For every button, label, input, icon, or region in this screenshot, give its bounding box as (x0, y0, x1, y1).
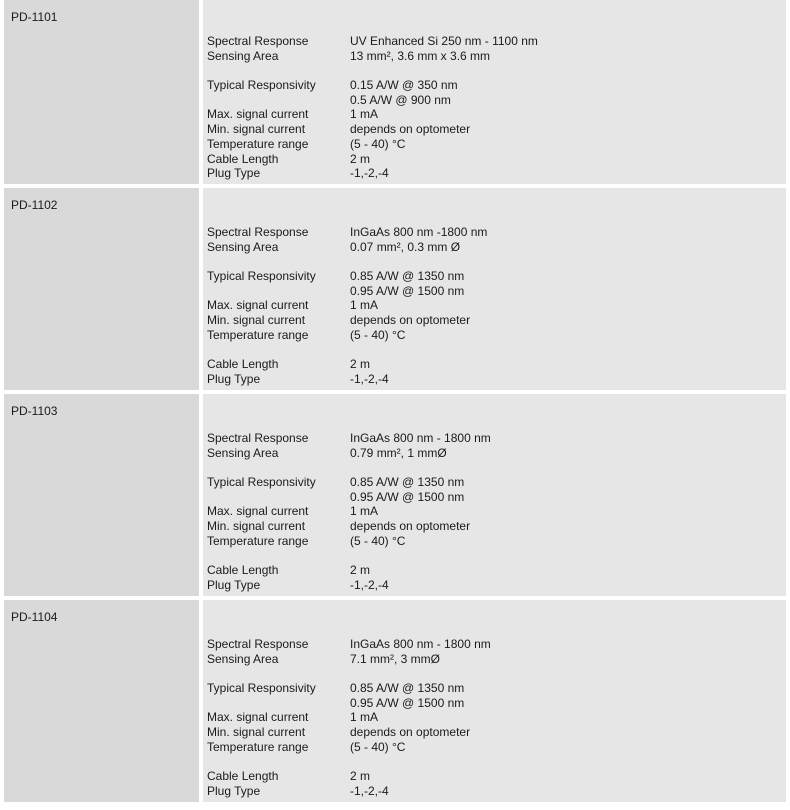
product-specs-cell (203, 0, 786, 184)
spec-line (207, 681, 786, 696)
spec-label: Min. signal current (207, 313, 306, 328)
spec-label: Max. signal current (207, 298, 309, 313)
product-specs-cell (203, 600, 786, 802)
spec-value: -1,-2,-4 (350, 166, 389, 181)
spec-value: 0.5 A/W @ 900 nm (350, 92, 451, 107)
spec-value: InGaAs 800 nm - 1800 nm (350, 431, 491, 445)
spec-label: Typical Responsivity (207, 269, 316, 284)
spec-line (207, 696, 786, 711)
spec-label: Sensing Area (207, 445, 279, 460)
product-row-pd-1102 (4, 188, 786, 390)
spec-line (207, 107, 786, 122)
spec-value: 0.07 mm², 0.3 mm Ø (350, 239, 461, 254)
spec-line (207, 137, 786, 152)
product-name-cell (4, 188, 199, 390)
spec-label: Cable Length (207, 563, 279, 578)
spec-label: Max. signal current (207, 107, 309, 122)
spec-value: 0.79 mm², 1 mmØ (350, 445, 447, 460)
spec-line (207, 240, 786, 255)
spec-value: 0.95 A/W @ 1500 nm (350, 489, 465, 504)
spec-value: 1 mA (350, 710, 379, 725)
spec-label (207, 284, 350, 299)
spec-label: Plug Type (207, 783, 261, 798)
spec-value: depends on optometer (350, 313, 471, 328)
spec-line (207, 710, 786, 725)
spec-value: 1 mA (350, 298, 379, 313)
spec-value: 1 mA (350, 504, 379, 519)
spec-label: Spectral Response (207, 225, 309, 239)
spec-label: Spectral Response (207, 431, 309, 445)
spec-line (207, 784, 786, 799)
spec-label: Temperature range (207, 533, 309, 548)
spec-line (207, 740, 786, 755)
spec-value: InGaAs 800 nm -1800 nm (350, 225, 488, 239)
product-specs-cell (203, 394, 786, 596)
product-name-cell (4, 0, 199, 184)
spec-spacer (207, 254, 786, 269)
spec-value: UV Enhanced Si 250 nm - 1100 nm (350, 34, 538, 48)
spec-label: Typical Responsivity (207, 475, 316, 490)
spec-label: Min. signal current (207, 122, 306, 137)
product-name-cell (4, 394, 199, 596)
spec-value: 1 mA (350, 107, 379, 122)
spec-line (207, 563, 786, 578)
spec-line (207, 475, 786, 490)
spec-spacer (207, 666, 786, 681)
spec-value: 2 m (350, 769, 371, 784)
spec-value: -1,-2,-4 (350, 577, 389, 592)
spec-line (207, 357, 786, 372)
spec-value: 0.15 A/W @ 350 nm (350, 78, 458, 93)
spec-line (207, 504, 786, 519)
product-name: PD-1101 (11, 10, 58, 24)
spec-label: Sensing Area (207, 651, 279, 666)
spec-label (207, 93, 350, 108)
spec-label: Spectral Response (207, 34, 309, 48)
spec-line (207, 78, 786, 93)
spec-line (207, 725, 786, 740)
spec-value: 0.85 A/W @ 1350 nm (350, 475, 465, 490)
spec-line (207, 313, 786, 328)
spec-label: Temperature range (207, 327, 309, 342)
spec-label: Sensing Area (207, 48, 279, 63)
spec-value: 0.85 A/W @ 1350 nm (350, 681, 465, 696)
spec-line (207, 578, 786, 593)
spec-value: 7.1 mm², 3 mmØ (350, 651, 441, 666)
spec-line (207, 284, 786, 299)
product-specs-cell (203, 188, 786, 390)
spec-line (207, 519, 786, 534)
spec-label: Min. signal current (207, 725, 306, 740)
spec-value: 2 m (350, 563, 371, 578)
spec-value: InGaAs 800 nm - 1800 nm (350, 637, 491, 651)
product-name: PD-1103 (11, 404, 58, 418)
spec-label: Cable Length (207, 357, 279, 372)
product-name: PD-1102 (11, 198, 58, 212)
spec-value: 13 mm², 3.6 mm x 3.6 mm (350, 48, 491, 63)
spec-label: Temperature range (207, 136, 309, 151)
spec-line (207, 490, 786, 505)
spec-value: 0.95 A/W @ 1500 nm (350, 283, 465, 298)
product-name: PD-1104 (11, 610, 58, 624)
spec-line (207, 328, 786, 343)
product-row-pd-1104 (4, 600, 786, 802)
spec-label: Max. signal current (207, 504, 309, 519)
spec-line (207, 34, 786, 49)
spec-value: (5 - 40) °C (350, 136, 406, 151)
spec-value: 0.95 A/W @ 1500 nm (350, 695, 465, 710)
spec-line (207, 152, 786, 167)
spec-value: -1,-2,-4 (350, 371, 389, 386)
spec-line (207, 269, 786, 284)
spec-label: Cable Length (207, 151, 279, 166)
spec-value: (5 - 40) °C (350, 327, 406, 342)
spec-label: Plug Type (207, 166, 261, 181)
spec-label (207, 490, 350, 505)
spec-line (207, 769, 786, 784)
spec-line (207, 225, 786, 240)
spec-line (207, 431, 786, 446)
spec-value: -1,-2,-4 (350, 783, 389, 798)
spec-value: depends on optometer (350, 519, 471, 534)
spec-spacer (207, 343, 786, 358)
spec-value: (5 - 40) °C (350, 533, 406, 548)
spec-line (207, 446, 786, 461)
spec-line (207, 93, 786, 108)
spec-label: Typical Responsivity (207, 681, 316, 696)
spec-label: Cable Length (207, 769, 279, 784)
spec-value: (5 - 40) °C (350, 739, 406, 754)
spec-label: Min. signal current (207, 519, 306, 534)
spec-value: 2 m (350, 151, 371, 166)
spec-line (207, 49, 786, 64)
spec-label: Temperature range (207, 739, 309, 754)
spec-line (207, 166, 786, 181)
spec-spacer (207, 549, 786, 564)
spec-label: Spectral Response (207, 637, 309, 651)
spec-value: 2 m (350, 357, 371, 372)
spec-line (207, 652, 786, 667)
spec-line (207, 122, 786, 137)
spec-line (207, 298, 786, 313)
spec-spacer (207, 755, 786, 770)
spec-label: Max. signal current (207, 710, 309, 725)
spec-label (207, 696, 350, 711)
spec-value: depends on optometer (350, 725, 471, 740)
spec-line (207, 637, 786, 652)
product-name-cell (4, 600, 199, 802)
spec-spacer (207, 460, 786, 475)
spec-label: Typical Responsivity (207, 78, 316, 93)
spec-line (207, 372, 786, 387)
spec-label: Plug Type (207, 577, 261, 592)
spec-spacer (207, 63, 786, 78)
spec-label: Sensing Area (207, 239, 279, 254)
spec-line (207, 534, 786, 549)
spec-value: depends on optometer (350, 122, 471, 137)
spec-value: 0.85 A/W @ 1350 nm (350, 269, 465, 284)
product-row-pd-1101 (4, 0, 786, 184)
spec-label: Plug Type (207, 371, 261, 386)
product-row-pd-1103 (4, 394, 786, 596)
